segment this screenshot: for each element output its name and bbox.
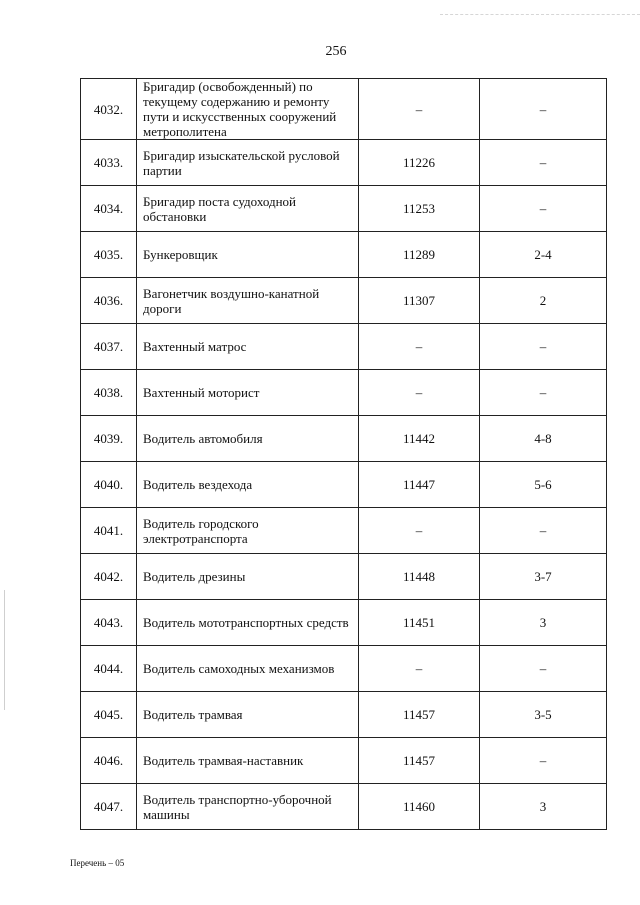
- occupation-code: 11451: [359, 600, 480, 646]
- row-number: 4041.: [81, 508, 137, 554]
- grade-range: 3: [480, 600, 607, 646]
- table-row: [81, 186, 607, 232]
- grade-range: –: [480, 140, 607, 186]
- grade-range: 3: [480, 784, 607, 830]
- occupation-code: 11442: [359, 416, 480, 462]
- occupation-code: –: [359, 79, 480, 140]
- occupation-code: –: [359, 370, 480, 416]
- grade-range: 5-6: [480, 462, 607, 508]
- occupation-code: 11289: [359, 232, 480, 278]
- row-number: 4039.: [81, 416, 137, 462]
- occupation-code: –: [359, 508, 480, 554]
- occupation-name: Водитель транспортно-уборочной машины: [137, 784, 359, 830]
- occupation-code: 11447: [359, 462, 480, 508]
- grade-range: –: [480, 324, 607, 370]
- grade-range: 4-8: [480, 416, 607, 462]
- grade-range: 3-5: [480, 692, 607, 738]
- table-row: [81, 140, 607, 186]
- scan-edge-line: [4, 590, 5, 710]
- grade-range: 2-4: [480, 232, 607, 278]
- row-number: 4035.: [81, 232, 137, 278]
- occupation-code: 11457: [359, 738, 480, 784]
- occupation-name: Бригадир поста судоходной обстановки: [137, 186, 359, 232]
- table-row: [81, 370, 607, 416]
- grade-range: 3-7: [480, 554, 607, 600]
- occupation-name: Водитель автомобиля: [137, 416, 359, 462]
- occupation-name: Водитель трамвая: [137, 692, 359, 738]
- occupation-code: 11253: [359, 186, 480, 232]
- occupation-name: Водитель вездехода: [137, 462, 359, 508]
- page-number: 256: [325, 44, 347, 59]
- table-row: [81, 554, 607, 600]
- occupation-name: Бригадир (освобожденный) по текущему содержанию и ремонту пути и искусственных сооружений метрополитена: [137, 79, 359, 140]
- grade-range: –: [480, 186, 607, 232]
- table-row: [81, 508, 607, 554]
- table-row: [81, 324, 607, 370]
- occupation-name: Водитель самоходных механизмов: [137, 646, 359, 692]
- occupation-name: Бункеровщик: [137, 232, 359, 278]
- row-number: 4046.: [81, 738, 137, 784]
- grade-range: –: [480, 79, 607, 140]
- occupation-name: Вахтенный моторист: [137, 370, 359, 416]
- table-row: [81, 79, 607, 140]
- occupation-name: Водитель мототранспортных средств: [137, 600, 359, 646]
- occupation-table: [80, 78, 607, 830]
- row-number: 4040.: [81, 462, 137, 508]
- occupation-code: 11460: [359, 784, 480, 830]
- grade-range: 2: [480, 278, 607, 324]
- table-row: [81, 232, 607, 278]
- row-number: 4047.: [81, 784, 137, 830]
- occupation-name: Вахтенный матрос: [137, 324, 359, 370]
- table-row: [81, 278, 607, 324]
- footer-label: Перечень – 05: [70, 858, 125, 868]
- occupation-name: Водитель трамвая-наставник: [137, 738, 359, 784]
- occupation-name: Бригадир изыскательской русловой партии: [137, 140, 359, 186]
- row-number: 4034.: [81, 186, 137, 232]
- row-number: 4038.: [81, 370, 137, 416]
- table-row: [81, 462, 607, 508]
- row-number: 4044.: [81, 646, 137, 692]
- row-number: 4043.: [81, 600, 137, 646]
- grade-range: –: [480, 738, 607, 784]
- row-number: 4036.: [81, 278, 137, 324]
- occupation-code: 11307: [359, 278, 480, 324]
- occupation-name: Водитель городского электротранспорта: [137, 508, 359, 554]
- grade-range: –: [480, 508, 607, 554]
- occupation-name: Вагонетчик воздушно-канатной дороги: [137, 278, 359, 324]
- occupation-code: 11226: [359, 140, 480, 186]
- table-row: [81, 692, 607, 738]
- occupation-code: –: [359, 646, 480, 692]
- grade-range: –: [480, 370, 607, 416]
- occupation-name: Водитель дрезины: [137, 554, 359, 600]
- table-row: [81, 646, 607, 692]
- table-body: [81, 79, 607, 830]
- row-number: 4032.: [81, 79, 137, 140]
- occupation-code: 11448: [359, 554, 480, 600]
- table-row: [81, 600, 607, 646]
- occupation-code: 11457: [359, 692, 480, 738]
- row-number: 4037.: [81, 324, 137, 370]
- grade-range: –: [480, 646, 607, 692]
- scan-edge-marks: [440, 14, 640, 16]
- table-row: [81, 738, 607, 784]
- occupation-code: –: [359, 324, 480, 370]
- table-row: [81, 784, 607, 830]
- row-number: 4045.: [81, 692, 137, 738]
- row-number: 4033.: [81, 140, 137, 186]
- table-row: [81, 416, 607, 462]
- row-number: 4042.: [81, 554, 137, 600]
